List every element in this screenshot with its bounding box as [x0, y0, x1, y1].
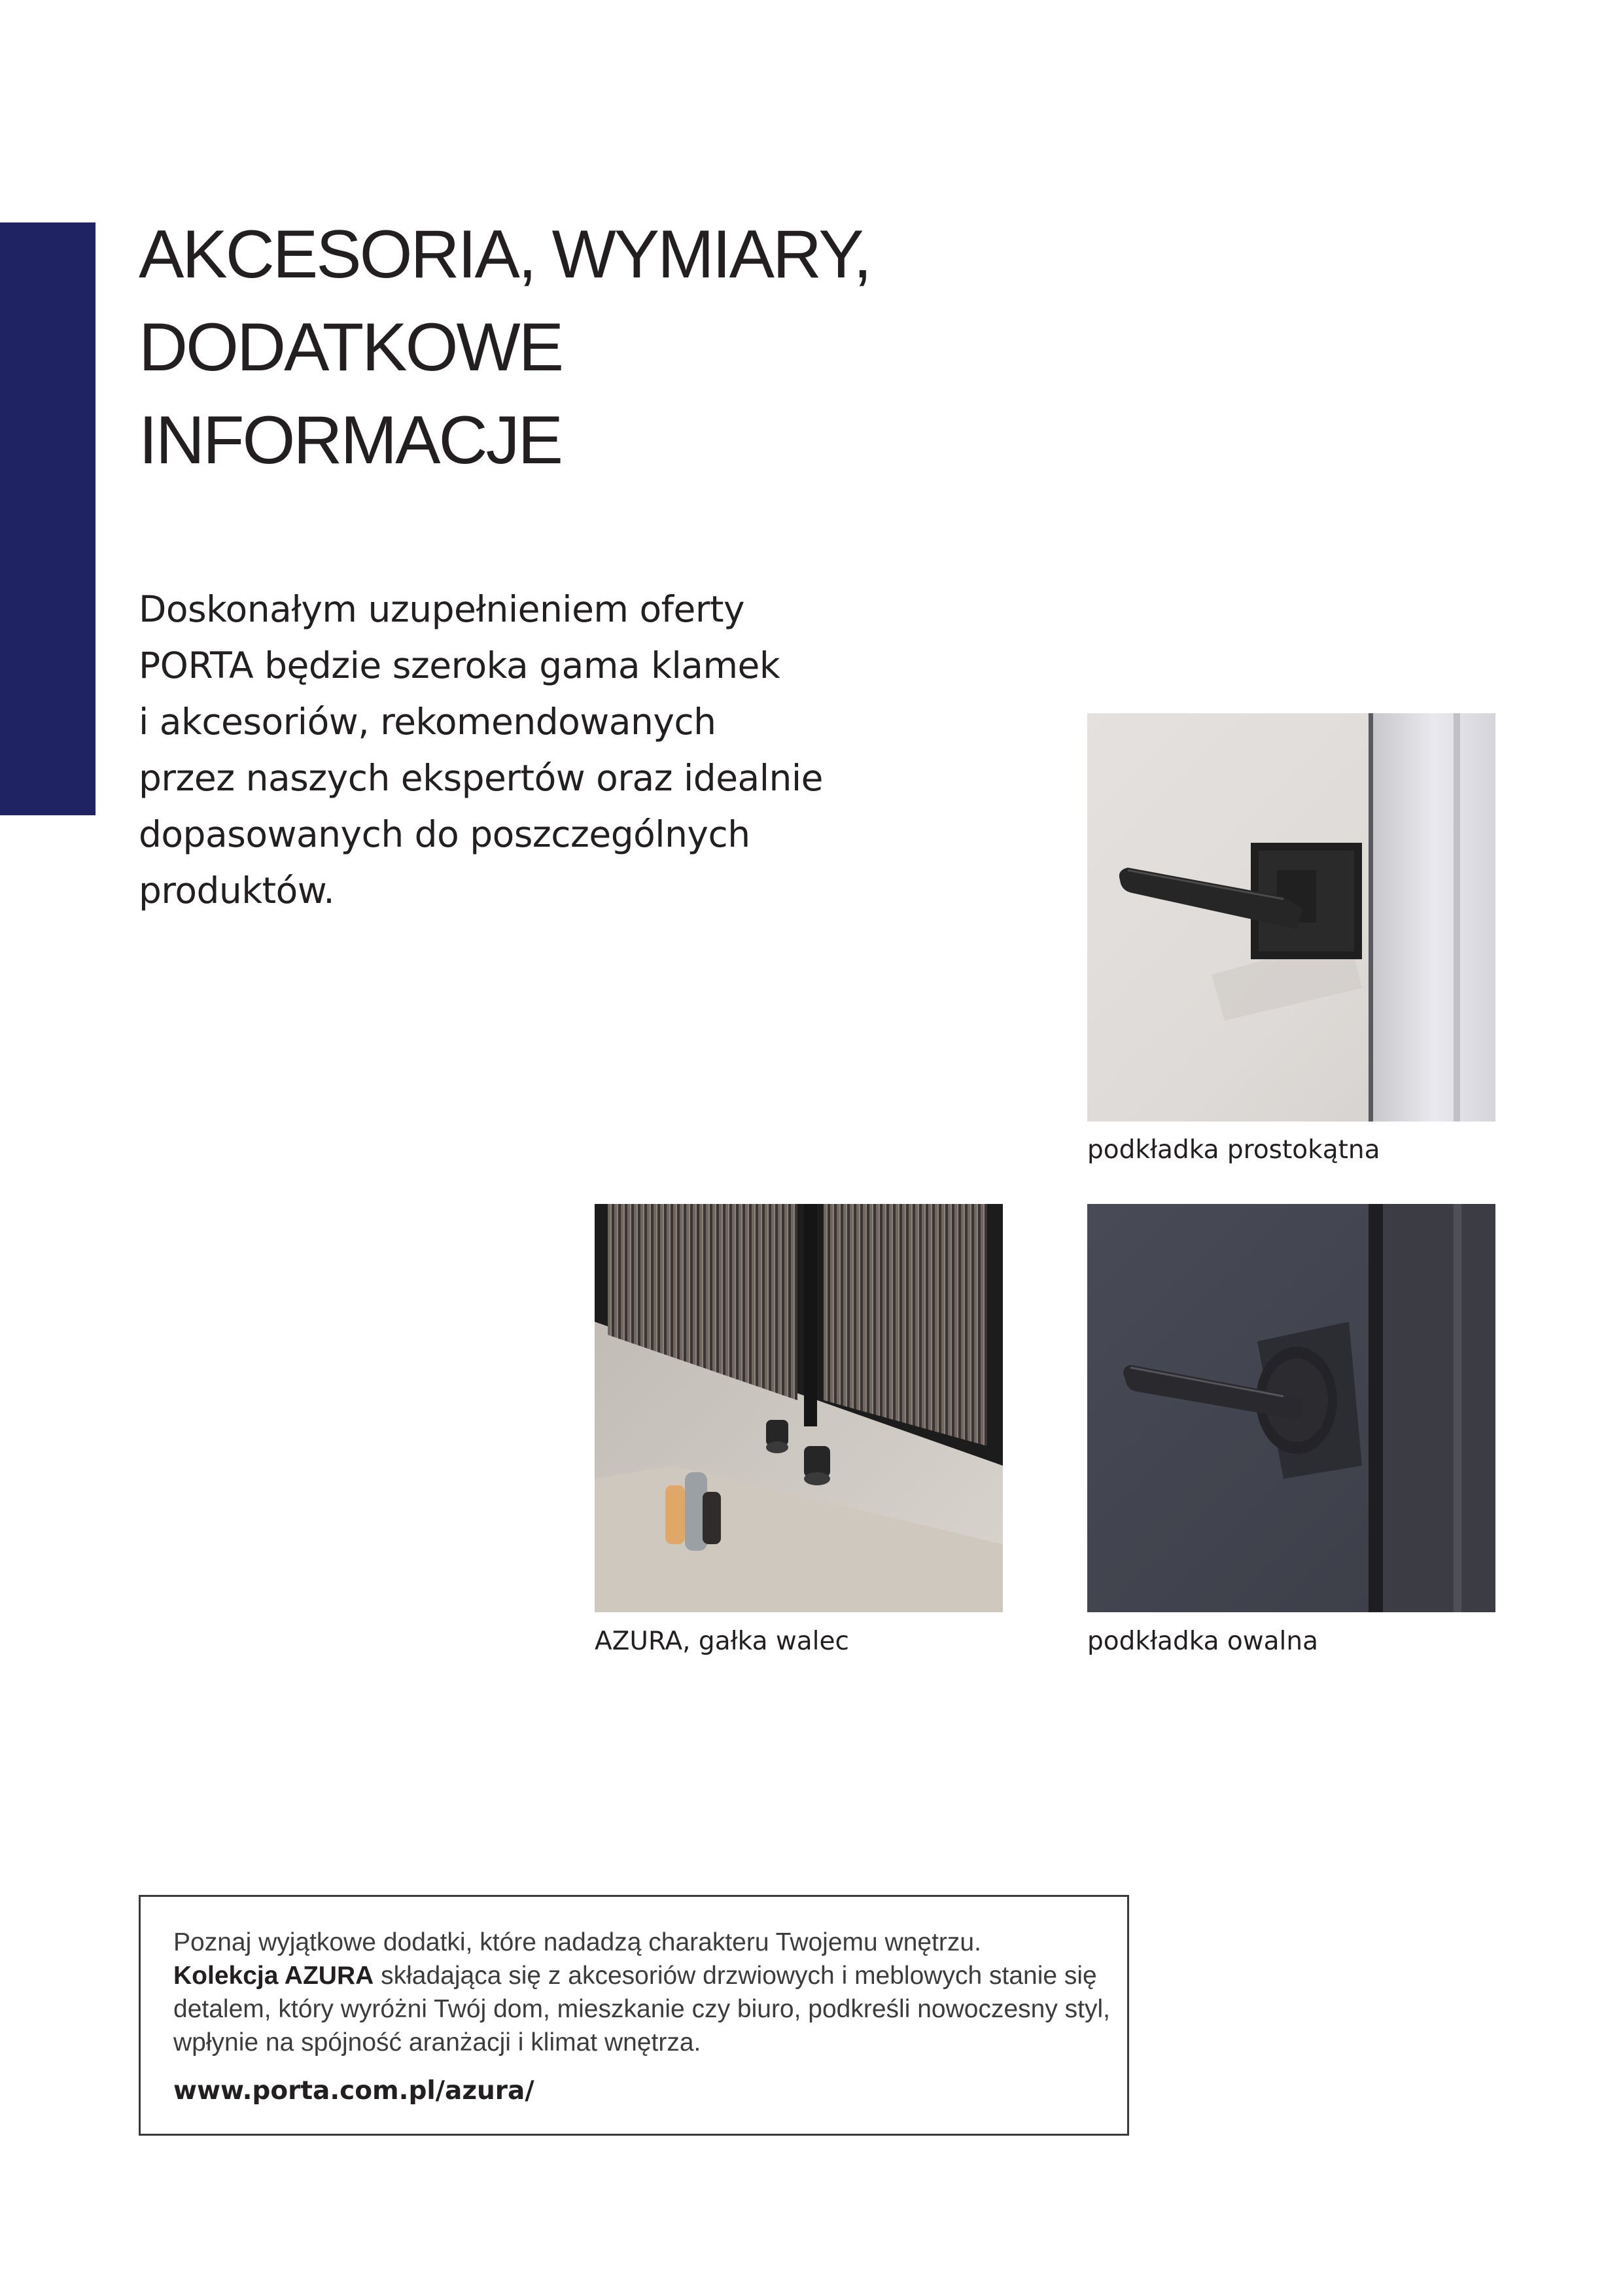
- azura-info-box: [139, 1895, 1129, 2136]
- door-handle-oval-rose-photo: [1087, 1204, 1495, 1612]
- caption-rectangular-rose: podkładka prostokątna: [1087, 1135, 1380, 1165]
- intro-line: produktów.: [139, 870, 335, 911]
- door-handle-rectangular-rose-photo: [1087, 713, 1495, 1122]
- caption-oval-rose: podkładka owalna: [1087, 1627, 1318, 1656]
- intro-line: i akcesoriów, rekomendowanych: [139, 701, 716, 743]
- info-line: detalem, który wyróżni Twój dom, mieszkanie czy biuro, podkreśli nowoczesny styl,: [173, 1995, 1110, 2023]
- page-title: [139, 208, 924, 487]
- intro-line: PORTA będzie szeroka gama klamek: [139, 645, 780, 686]
- page-title-line: AKCESORIA, WYMIARY,: [139, 217, 871, 292]
- azura-website-link[interactable]: www.porta.com.pl/azura/: [173, 2076, 534, 2106]
- intro-line: dopasowanych do poszczególnych: [139, 813, 750, 855]
- info-line: [173, 1959, 1096, 1992]
- info-text: [173, 1926, 1110, 2059]
- intro-line: przez naszych ekspertów oraz idealnie: [139, 757, 823, 799]
- accent-bar: [0, 222, 96, 815]
- page-title-line: DODATKOWE: [139, 309, 563, 385]
- page-title-line: INFORMACJE: [139, 402, 561, 478]
- info-line: wpłynie na spójność aranżacji i klimat wnętrza.: [173, 2028, 701, 2057]
- intro-paragraph: [139, 581, 858, 919]
- info-line: Poznaj wyjątkowe dodatki, które nadadzą charakteru Twojemu wnętrzu.: [173, 1928, 981, 1956]
- caption-cylinder-knob: AZURA, gałka walec: [595, 1627, 849, 1656]
- intro-line: Doskonałym uzupełnieniem oferty: [139, 588, 745, 630]
- cabinet-cylinder-knob-photo: [595, 1204, 1003, 1612]
- info-collection-name: Kolekcja AZURA: [173, 1962, 374, 1990]
- info-line-rest: składająca się z akcesoriów drzwiowych i meblowych stanie się: [374, 1962, 1097, 1990]
